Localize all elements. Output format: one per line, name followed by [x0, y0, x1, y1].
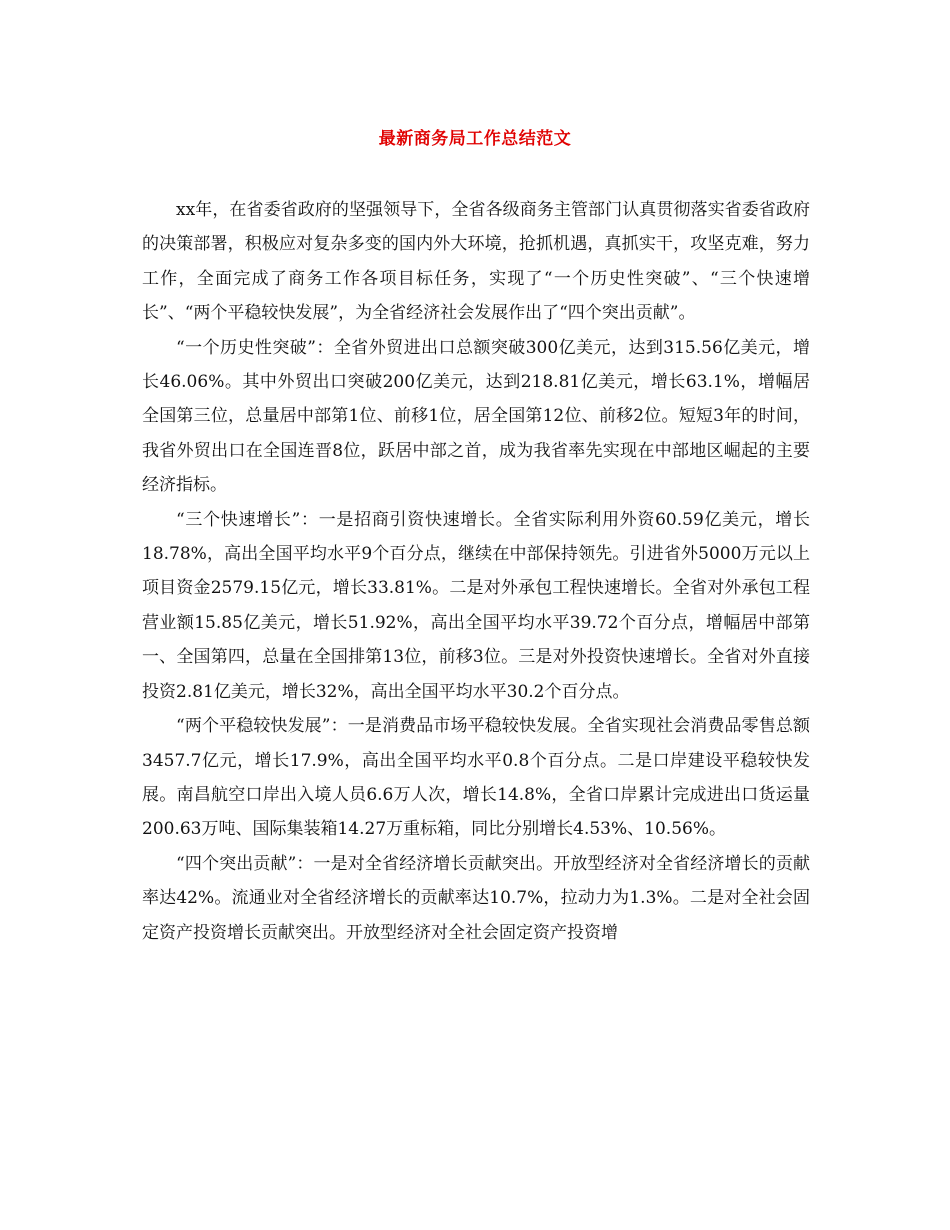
- paragraph-historic-breakthrough: “一个历史性突破”：全省外贸进出口总额突破300亿美元，达到315.56亿美元，增长46.06%。其中外贸出口突破200亿美元，达到218.81亿美元，增长63.1%，增幅居全国第三位，总量居中部第1位、前移1位，居全国第12位、前移2位。短短3年的时间，我省外贸出口在全国连晋8位，跃居中部之首，成为我省率先实现在中部地区崛起的主要经济指标。: [142, 337, 810, 496]
- paragraph-three-rapid-growth: “三个快速增长”：一是招商引资快速增长。全省实际利用外资60.59亿美元，增长18.78%，高出全国平均水平9个百分点，继续在中部保持领先。引进省外5000万元以上项目资金2579.15亿元，增长33.81%。二是对外承包工程快速增长。全省对外承包工程营业额15.85亿美元，增长51.92%，高出全国平均水平39.72个百分点，增幅居中部第一、全国第四，总量在全国排第13位，前移3位。三是对外投资快速增长。全省对外直接投资2.81亿美元，增长32%，高出全国平均水平30.2个百分点。: [142, 509, 810, 702]
- document-title: 最新商务局工作总结范文: [378, 129, 572, 149]
- paragraph-intro: xx年，在省委省政府的坚强领导下，全省各级商务主管部门认真贯彻落实省委省政府的决策部署，积极应对复杂多变的国内外大环境，抢抓机遇，真抓实干，攻坚克难，努力工作，全面完成了商务工作各项目标任务，实现了“一个历史性突破”、“三个快速增长”、“两个平稳较快发展”，为全省经济社会发展作出了“四个突出贡献”。: [142, 200, 810, 324]
- paragraph-four-contributions: “四个突出贡献”：一是对全省经济增长贡献突出。开放型经济对全省经济增长的贡献率达42%。流通业对全省经济增长的贡献率达10.7%，拉动力为1.3%。二是对全社会固定资产投资增长贡献突出。开放型经济对全社会固定资产投资增: [142, 853, 810, 943]
- paragraph-two-steady-development: “两个平稳较快发展”：一是消费品市场平稳较快发展。全省实现社会消费品零售总额3457.7亿元，增长17.9%，高出全国平均水平0.8个百分点。二是口岸建设平稳较快发展。南昌航空口岸出入境人员6.6万人次，增长14.8%，全省口岸累计完成进出口货运量200.63万吨、国际集装箱14.27万重标箱，同比分别增长4.53%、10.56%。: [142, 716, 810, 840]
- document-body: [142, 193, 810, 950]
